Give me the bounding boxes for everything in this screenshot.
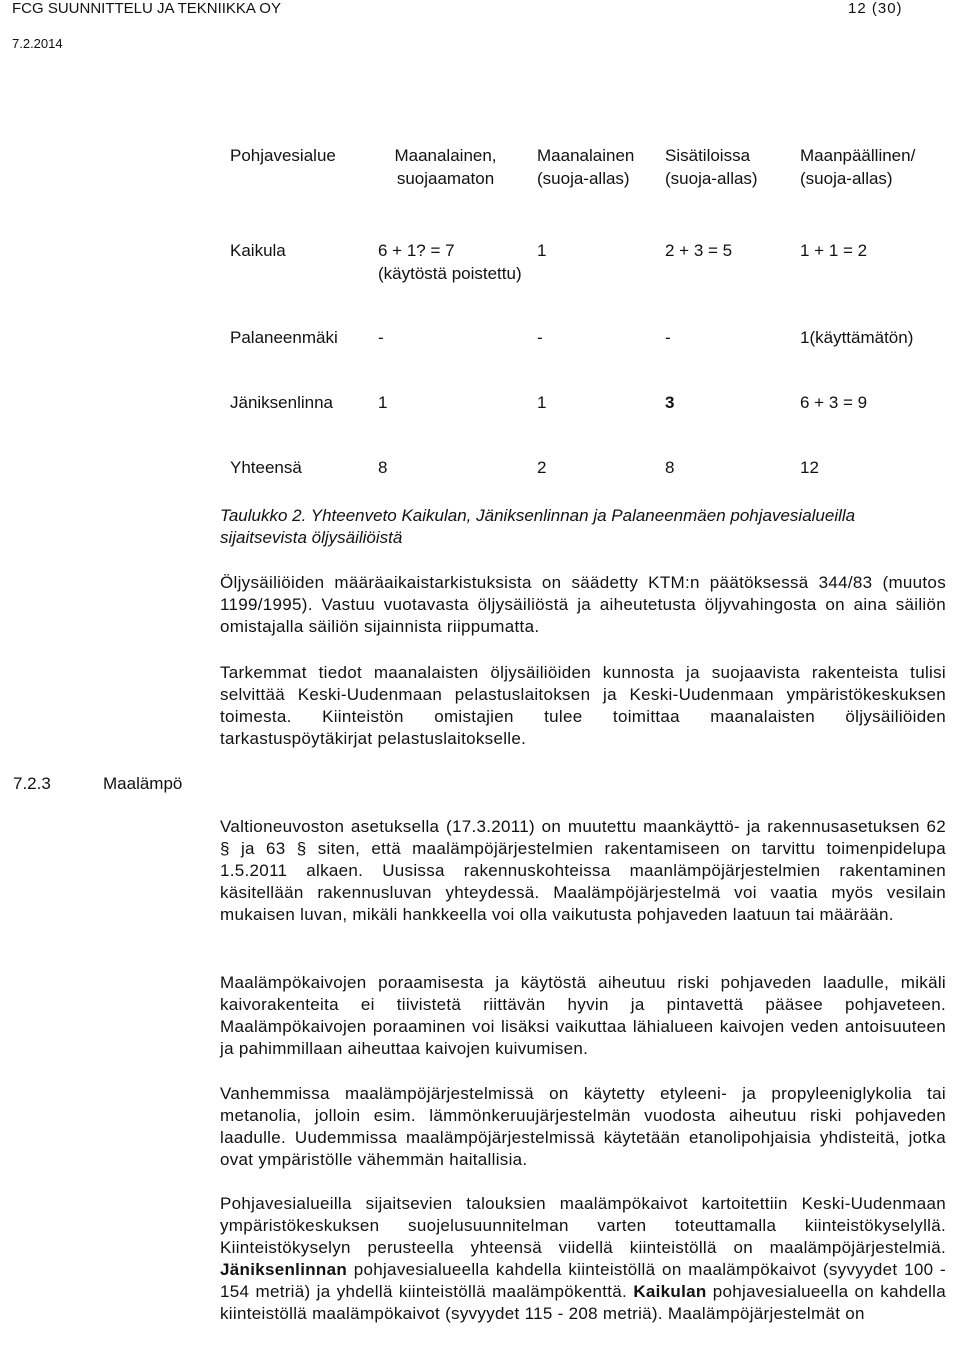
table-cell: 8 [665, 458, 675, 477]
table-cell: 12 [800, 458, 819, 477]
paragraph: Tarkemmat tiedot maanalaisten öljysäiliöiden kunnosta ja suojaavista rakenteista tulisi selvittää Keski-Uudenmaan pelastuslaitoksen ja Keski-Uudenmaan ympäristökeskuksen toimesta. Kiinteistön omistajien tulee toimittaa maanalaisten öljysäiliöiden tarkastuspöytäkirjat pelastuslaitokselle. [220, 663, 946, 748]
paragraph-text: pohjavesialueella on kahdella kiinteistöllä maalämpökaivot (syvyydet 115 - 208 metriä). Maalämpöjärjestelmät on [220, 1282, 946, 1323]
table-cell: 2 + 3 = 5 [665, 241, 733, 260]
table-cell: 8 [378, 458, 388, 477]
company-name: FCG SUUNNITTELU JA TEKNIIKKA OY [12, 0, 281, 17]
section-title: Maalämpö [103, 774, 183, 793]
area-name-jaeniksenlinna: Jäniksenlinnan [220, 1260, 348, 1279]
section-number: 7.2.3 [13, 774, 51, 793]
table-caption: Taulukko 2. Yhteenveto Kaikulan, Jäniksenlinnan ja Palaneenmäen pohjavesialueilla sijaitsevista öljysäiliöistä [220, 506, 856, 547]
table-cell: - [537, 328, 543, 347]
table-total-row [220, 456, 955, 496]
paragraph: Maalämpökaivojen poraamisesta ja käytöstä aiheutuu riski pohjaveden laadulle, mikäli kaivorakenteita ei tiivistetä riittävän hyvin ja pintavettä pääsee pohjaveteen. Maalämpökaivojen poraaminen voi lisäksi vaikuttaa lähialueen kaivojen veden antoisuuteen ja pahimmillaan aiheuttaa kaivojen kuivumisen. [220, 973, 946, 1058]
table-cell: 3 [665, 393, 675, 412]
area-name-kaikula: Kaikulan [633, 1282, 707, 1301]
table-cell: Yhteensä [230, 458, 302, 477]
document-date: 7.2.2014 [12, 36, 63, 51]
table-header-cell: Sisätiloissa (suoja-allas) [665, 146, 758, 188]
table-cell: 1(käyttämätön) [800, 328, 914, 347]
table-header-cell: Maanalainen (suoja-allas) [537, 146, 635, 188]
table-cell: Jäniksenlinna [230, 393, 334, 412]
table-header-cell: Pohjavesialue [230, 146, 336, 165]
table-cell: 1 [537, 393, 547, 412]
table-row [220, 326, 955, 391]
table-header-cell: Maanpäällinen/ (suoja-allas) [800, 146, 916, 188]
table-header-cell: Maanalainen, suojaamaton [394, 146, 497, 188]
table-cell: - [378, 328, 384, 347]
paragraph: Vanhemmissa maalämpöjärjestelmissä on käytetty etyleeni- ja propyleeniglykolia tai metanolia, jolloin esim. lämmönkeruujärjestelmän vuodosta aiheutuu riski pohjaveden laadulle. Uudemmissa maalämpöjärjestelmissä käytetään etanolipohjaisia yhdisteitä, jotka ovat ympäristölle vähemmän haitallisia. [220, 1084, 946, 1169]
table-cell: Palaneenmäki [230, 328, 338, 347]
table-row [220, 391, 955, 456]
table-cell: 1 [378, 393, 388, 412]
paragraph-text: Pohjavesialueilla sijaitsevien talouksien maalämpökaivot kartoitettiin Keski-Uudenmaan ympäristökeskuksen suojelusuunnitelman varten toteuttamalla kiinteistökyselyllä. Kiinteistökyselyn perusteella yhteensä viidellä kiinteistöllä on maalämpöjärjestelmiä. [220, 1194, 946, 1257]
table-header-row [220, 144, 955, 239]
table-cell: 6 + 3 = 9 [800, 393, 868, 412]
paragraph: Valtioneuvoston asetuksella (17.3.2011) on muutettu maankäyttö- ja rakennusasetuksen 62 § ja 63 § siten, että maalämpöjärjestelmien rakentamiseen on tarvittu toimenpidelupa 1.5.2011 alkaen. Uusissa rakennuskohteissa maanlämpöjärjestelmien rakentaminen käsitellään rakennusluvan yhteydessä. Maalämpöjärjestelmä voi vaatia myös vesilain mukaisen luvan, mikäli hankkeella voi olla vaikutusta pohjaveden laatuun tai määrään. [220, 817, 946, 924]
table-cell: Kaikula [230, 241, 286, 260]
page-number: 12 (30) [848, 0, 903, 17]
paragraph-text: pohjavesialueella kahdella kiinteistöllä on maalämpökaivot (syvyydet 100 - 154 metriä) ja yhdellä kiinteistöllä maalämpökenttä. [220, 1260, 946, 1301]
table-cell: 6 + 1? = 7 (käytöstä poistettu) [378, 241, 522, 283]
paragraph: Öljysäiliöiden määräaikaistarkistuksista on säädetty KTM:n päätöksessä 344/83 (muutos 1199/1995). Vastuu vuotavasta öljysäiliöstä ja aiheutetusta öljyvahingosta on aina säiliön omistajalla säiliön sijainnista riippumatta. [220, 573, 946, 636]
paragraph [220, 1193, 946, 1325]
table-cell: - [665, 328, 671, 347]
table-cell: 1 + 1 = 2 [800, 241, 868, 260]
table-row [220, 239, 955, 326]
table-cell: 1 [537, 241, 547, 260]
oil-tank-table [220, 144, 955, 496]
table-cell: 2 [537, 458, 547, 477]
